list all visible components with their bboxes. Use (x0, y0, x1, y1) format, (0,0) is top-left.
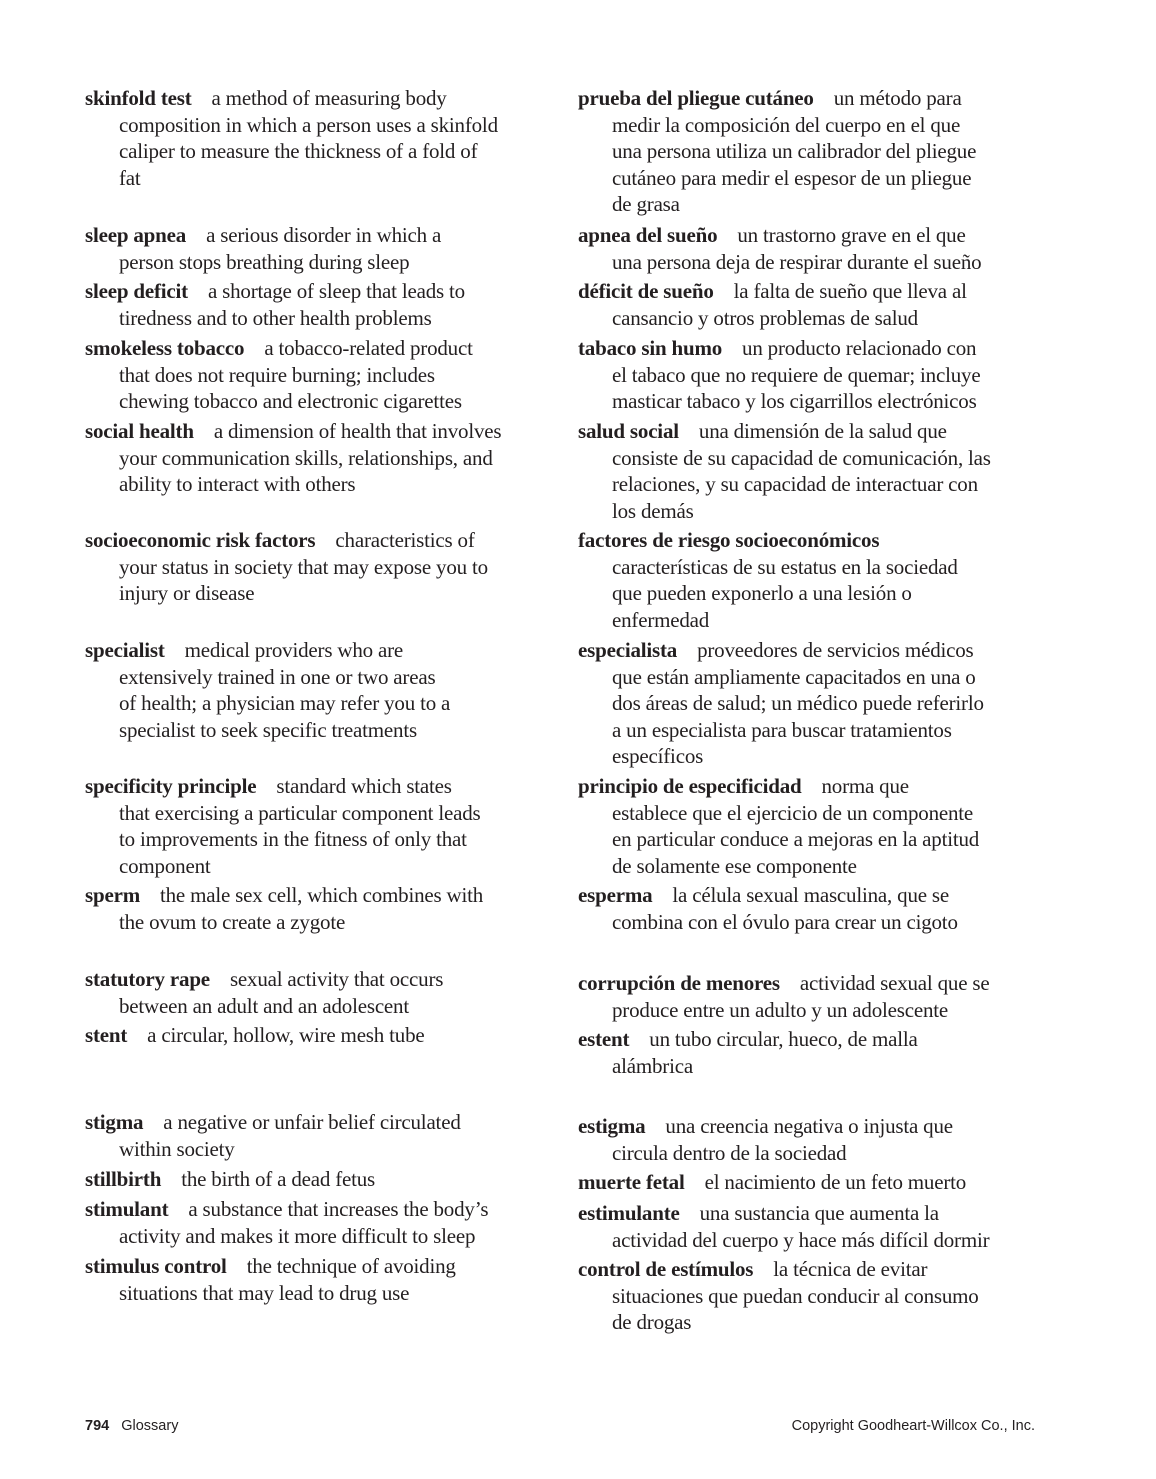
definition-line: a method of measuring body (211, 86, 447, 110)
glossary-term: skinfold test (85, 86, 192, 110)
definition-line: el nacimiento de un feto muerto (704, 1170, 967, 1194)
definition-line: the male sex cell, which combines with (160, 883, 484, 907)
glossary-term: stent (85, 1023, 128, 1047)
definition-line: dos áreas de salud; un médico puede referirlo (612, 691, 984, 715)
glossary-term: smokeless tobacco (85, 336, 245, 360)
glossary-entry (578, 278, 967, 331)
glossary-term: déficit de sueño (578, 279, 714, 303)
glossary-term: salud social (578, 419, 679, 443)
glossary-term: sleep deficit (85, 279, 188, 303)
glossary-entry (85, 1253, 456, 1306)
definition-line: caliper to measure the thickness of a fold of (119, 139, 478, 163)
glossary-term: estimulante (578, 1201, 680, 1225)
definition-line: relaciones, y su capacidad de interactuar con (612, 472, 978, 496)
glossary-entry (578, 1113, 953, 1166)
definition-line: within society (119, 1136, 235, 1161)
glossary-term: muerte fetal (578, 1170, 685, 1194)
definition-line: en particular conduce a mejoras en la aptitud (612, 827, 980, 851)
definition-line: la técnica de evitar (773, 1257, 928, 1281)
glossary-term: stillbirth (85, 1167, 162, 1191)
glossary-entry (578, 1169, 966, 1196)
definition-line: composition in which a person uses a skinfold (119, 112, 498, 137)
glossary-term: corrupción de menores (578, 971, 780, 995)
definition-line: chewing tobacco and electronic cigarettes (119, 389, 462, 413)
definition-line: una persona utiliza un calibrador del pliegue (612, 139, 977, 163)
glossary-term: apnea del sueño (578, 223, 718, 247)
definition-line: your status in society that may expose you to (119, 554, 488, 579)
definition-line: sexual activity that occurs (229, 967, 444, 991)
definition-line: enfermedad (612, 607, 710, 632)
definition-line: medir la composición del cuerpo en el que (612, 112, 961, 137)
glossary-term: control de estímulos (578, 1257, 754, 1281)
definition-line: a dimension of health that involves (213, 419, 502, 443)
page-number: 794 (85, 1418, 110, 1434)
glossary-entry (85, 966, 443, 1019)
definition-line: combina con el óvulo para crear un cigoto (612, 909, 958, 934)
definition-line: specialist to seek specific treatments (119, 717, 417, 742)
glossary-term: stigma (85, 1110, 144, 1134)
definition-line: una dimensión de la salud que (698, 419, 947, 443)
glossary-term: especialista (578, 638, 678, 662)
glossary-term: estent (578, 1027, 630, 1051)
definition-line: la falta de sueño que lleva al (733, 279, 967, 303)
glossary-term: specificity principle (85, 774, 257, 798)
definition-line: un tubo circular, hueco, de malla (649, 1027, 918, 1051)
definition-line: a tobacco-related product (264, 336, 473, 360)
definition-line: a circular, hollow, wire mesh tube (147, 1023, 425, 1047)
definition-line: una persona deja de respirar durante el sueño (612, 249, 982, 274)
glossary-term: prueba del pliegue cutáneo (578, 86, 814, 110)
glossary-term: specialist (85, 638, 165, 662)
definition-line: situations that may lead to drug use (119, 1280, 410, 1305)
definition-line: un producto relacionado con (742, 336, 977, 360)
definition-line: tiredness and to other health problems (119, 305, 432, 330)
definition-line: proveedores de servicios médicos (697, 638, 974, 662)
definition-line: actividad del cuerpo y hace más difícil dormir (612, 1227, 990, 1252)
definition-line: el tabaco que no requiere de quemar; incluye (612, 362, 981, 387)
definition-line: que están ampliamente capacitados en una o (612, 664, 976, 689)
definition-line: una sustancia que aumenta la (699, 1201, 939, 1225)
glossary-term: estigma (578, 1114, 646, 1138)
definition-line: fat (119, 165, 141, 190)
glossary-term: stimulus control (85, 1254, 227, 1278)
glossary-entry (578, 1200, 989, 1253)
definition-line: circula dentro de la sociedad (612, 1140, 847, 1165)
definition-line: a negative or unfair belief circulated (163, 1110, 461, 1134)
glossary-entry (85, 418, 501, 498)
definition-line: to improvements in the fitness of only that (119, 827, 467, 851)
glossary-entry (578, 773, 979, 879)
definition-line: standard which states (276, 774, 452, 798)
glossary-entry (578, 1256, 979, 1336)
definition-line: medical providers who are (184, 638, 404, 662)
definition-line: the birth of a dead fetus (181, 1167, 376, 1191)
definition-line: ability to interact with others (119, 472, 356, 496)
definition-line: que pueden exponerlo a una lesión o (612, 581, 912, 605)
glossary-entry (85, 1109, 461, 1162)
definition-line: características de su estatus en la sociedad (612, 554, 958, 579)
glossary-entry (85, 335, 473, 415)
definition-line: los demás (612, 498, 694, 523)
definition-line: masticar tabaco y los cigarrillos electrónicos (612, 389, 977, 413)
definition-line: norma que (821, 774, 909, 798)
definition-line: person stops breathing during sleep (119, 249, 410, 274)
definition-line: the technique of avoiding (246, 1254, 456, 1278)
glossary-term: tabaco sin humo (578, 336, 723, 360)
definition-line: cutáneo para medir el espesor de un pliegue (612, 165, 972, 190)
glossary-entry (85, 1196, 488, 1249)
glossary-term: social health (85, 419, 194, 443)
definition-line: consiste de su capacidad de comunicación, las (612, 445, 991, 470)
glossary-entry (85, 222, 441, 275)
definition-line: a substance that increases the body’s (188, 1197, 489, 1221)
section-name: Glossary (121, 1418, 179, 1434)
glossary-entry (85, 278, 465, 331)
definition-line: activity and makes it more difficult to sleep (119, 1223, 476, 1248)
copyright: Copyright Goodheart-Willcox Co., Inc. (791, 1418, 1035, 1434)
glossary-entry (578, 637, 984, 770)
definition-line: that exercising a particular component leads (119, 800, 481, 825)
definition-line: de drogas (612, 1310, 692, 1334)
definition-line: between an adult and an adolescent (119, 993, 409, 1018)
definition-line: una creencia negativa o injusta que (665, 1114, 953, 1138)
definition-line: alámbrica (612, 1053, 693, 1078)
definition-line: de solamente ese componente (612, 853, 857, 878)
glossary-entry (85, 85, 498, 191)
definition-line: produce entre un adulto y un adolescente (612, 997, 949, 1022)
glossary-term: esperma (578, 883, 653, 907)
definition-line: the ovum to create a zygote (119, 909, 346, 934)
definition-line: component (119, 853, 211, 878)
glossary-entry (85, 1166, 375, 1193)
definition-line: that does not require burning; includes (119, 362, 435, 387)
definition-line: la célula sexual masculina, que se (672, 883, 950, 907)
definition-line: actividad sexual que se (799, 971, 990, 995)
glossary-term: sleep apnea (85, 223, 187, 247)
definition-line: situaciones que puedan conducir al consumo (612, 1283, 979, 1308)
glossary-entry (578, 1026, 918, 1079)
glossary-term: stimulant (85, 1197, 169, 1221)
glossary-entry (85, 527, 488, 607)
glossary-entry (578, 882, 958, 935)
glossary-term: statutory rape (85, 967, 210, 991)
glossary-entry (85, 773, 480, 879)
definition-line: of health; a physician may refer you to a (119, 691, 451, 715)
glossary-entry (578, 335, 980, 415)
glossary-entry (85, 882, 483, 935)
glossary-entry (85, 1022, 425, 1049)
definition-line: extensively trained in one or two areas (119, 664, 436, 689)
definition-line: un trastorno grave en el que (737, 223, 966, 247)
glossary-entry (578, 222, 981, 275)
glossary-term: sperm (85, 883, 140, 907)
definition-line: de grasa (612, 192, 680, 216)
glossary-entry (578, 418, 991, 524)
definition-line: a un especialista para buscar tratamientos (612, 717, 952, 742)
glossary-term: socioeconomic risk factors (85, 528, 316, 552)
footer-left (85, 1418, 178, 1434)
definition-line: your communication skills, relationships, and (119, 445, 493, 470)
definition-line: cansancio y otros problemas de salud (612, 305, 918, 330)
glossary-term: factores de riesgo socioeconómicos (578, 528, 880, 552)
definition-line: characteristics of (335, 528, 475, 552)
glossary-entry (578, 85, 976, 218)
definition-line: a serious disorder in which a (206, 223, 442, 247)
glossary-term: principio de especificidad (578, 774, 802, 798)
definition-line: establece que el ejercicio de un componente (612, 800, 974, 825)
glossary-entry (578, 970, 989, 1023)
definition-line: un método para (833, 86, 962, 110)
definition-line: específicos (612, 744, 704, 768)
glossary-entry (578, 527, 958, 633)
glossary-entry (85, 637, 450, 743)
definition-line: injury or disease (119, 581, 255, 605)
definition-line: a shortage of sleep that leads to (207, 279, 465, 303)
